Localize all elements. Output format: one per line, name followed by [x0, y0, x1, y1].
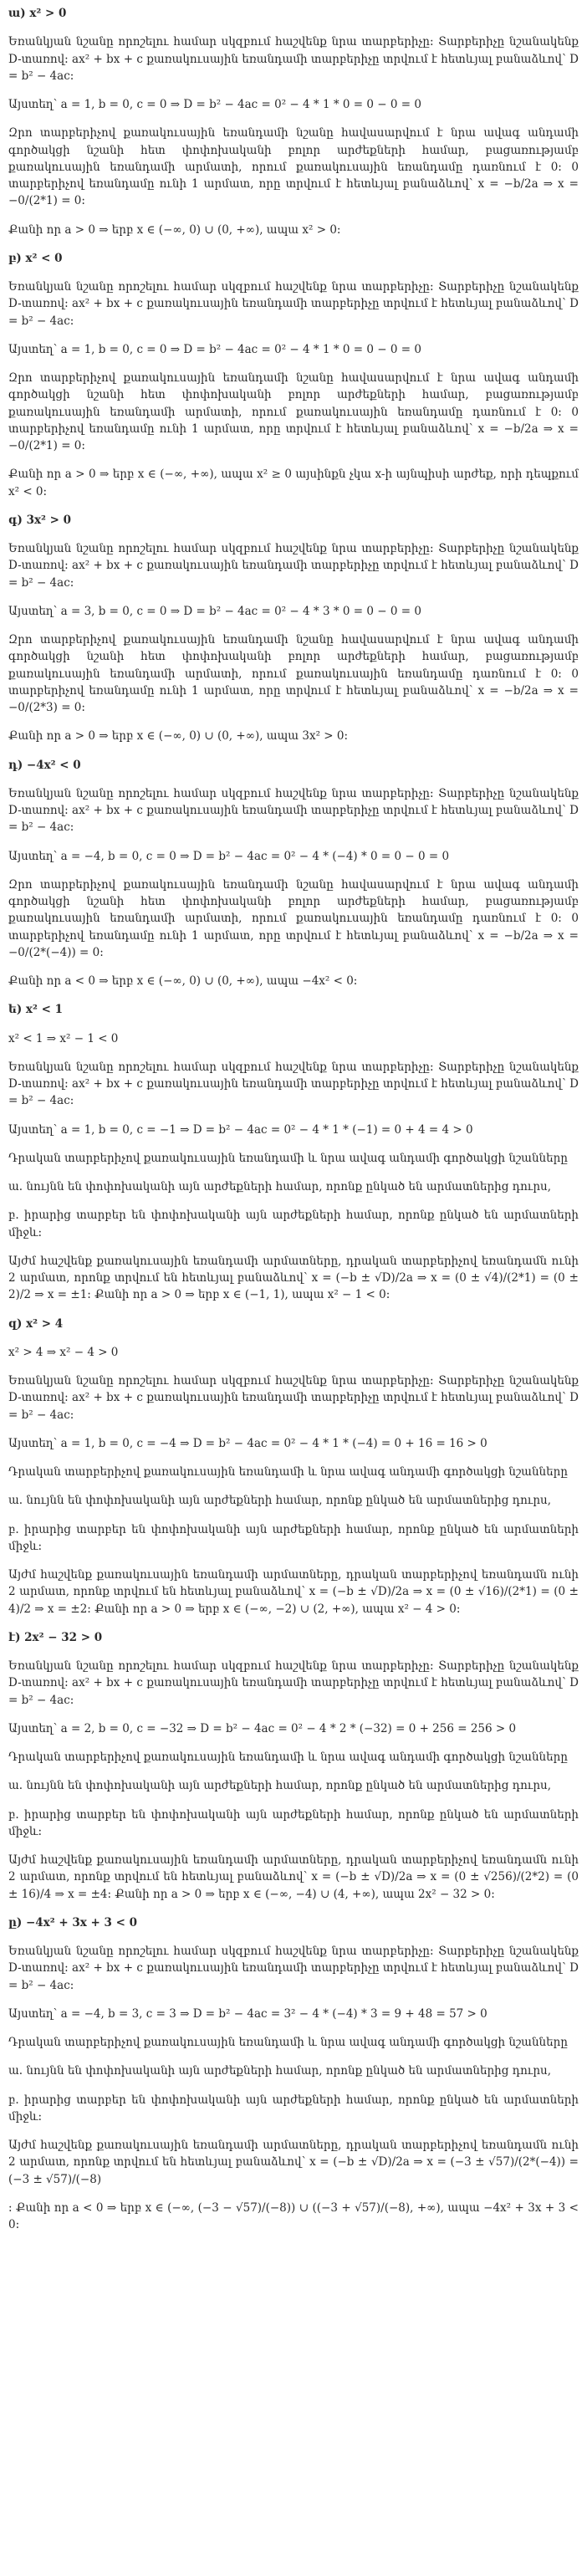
- paragraph: Եռանկյան նշանը որոշելու համար սկզբում հաշվենք նրա տարբերիչը: Տարբերիչը նշանակենք D-տառով: ax² + bx + c քառակուսային եռանդամի տարբերիչը տրվում է հետևյալ բանաձևով՝ D = b² − 4ac:: [8, 542, 579, 590]
- problem-heading: ը) −4x² + 3x + 3 < 0: [8, 1915, 138, 1929]
- paragraph: Զրո տարբերիչով քառակուսային եռանդամի նշանը հավասարվում է նրա ավագ անդամի գործակցի նշանի հետ փոփոխականի բոլոր արժեքների համար, բացառությամբ քառակուսային եռանդամի արմատի, որում քառակուսային եռանդամը դառնում է 0: 0 տարբերիչով եռանդամը ունի 1 արմատ, որը տրվում է հետևյալ բանաձևով՝ x = −b/2a ⇒ x = −0/(2*1) = 0:: [8, 126, 579, 208]
- paragraph: x² < 1 ⇒ x² − 1 < 0: [8, 1031, 119, 1045]
- problem-section: [8, 757, 579, 990]
- paragraph: Այստեղ՝ a = 1, b = 0, c = 0 ⇒ D = b² − 4ac = 0² − 4 * 1 * 0 = 0 − 0 = 0: [8, 98, 421, 111]
- paragraph: Այժմ հաշվենք քառակուսային եռանդամի արմատները, դրական տարբերիչով եռանդամն ունի 2 արմատ, որոնք տրվում են հետևյալ բանաձևով՝ x = (−b ± √D)/2a ⇒ x = (−3 ± √57)/(2*(−4)) = (−3 ± √57)/(−8): [8, 2139, 579, 2186]
- paragraph: Այստեղ՝ a = 1, b = 0, c = −4 ⇒ D = b² − 4ac = 0² − 4 * 1 * (−4) = 0 + 16 = 16 > 0: [8, 1436, 487, 1450]
- paragraph: Եռանկյան նշանը որոշելու համար սկզբում հաշվենք նրա տարբերիչը: Տարբերիչը նշանակենք D-տառով: ax² + bx + c քառակուսային եռանդամի տարբերիչը տրվում է հետևյալ բանաձևով՝ D = b² − 4ac:: [8, 35, 579, 83]
- paragraph: Քանի որ a > 0 ⇒ երբ x ∈ (−∞, 0) ∪ (0, +∞), ապա x² > 0:: [8, 222, 341, 237]
- problem-section: [8, 5, 579, 238]
- problem-heading: ա) x² > 0: [8, 7, 67, 20]
- paragraph: Զրո տարբերիչով քառակուսային եռանդամի նշանը հավասարվում է նրա ավագ անդամի գործակցի նշանի հետ փոփոխականի բոլոր արժեքների համար, բացառությամբ քառակուսային եռանդամի արմատի, որում քառակուսային եռանդամը դառնում է 0: 0 տարբերիչով եռանդամը ունի 1 արմատ, որը տրվում է հետևյալ բանաձևով՝ x = −b/2a ⇒ x = −0/(2*1) = 0:: [8, 371, 579, 452]
- paragraph: Այժմ հաշվենք քառակուսային եռանդամի արմատները, դրական տարբերիչով եռանդամն ունի 2 արմատ, որոնք տրվում են հետևյալ բանաձևով՝ x = (−b ± √D)/2a ⇒ x = (0 ± √16)/(2*1) = (0 ± 4)/2 ⇒ x = ±2: Քանի որ a > 0 ⇒ երբ x ∈ (−∞, −2) ∪ (2, +∞), ապա x² − 4 > 0:: [8, 1568, 579, 1616]
- paragraph: Զրո տարբերիչով քառակուսային եռանդամի նշանը հավասարվում է նրա ավագ անդամի գործակցի նշանի հետ փոփոխականի բոլոր արժեքների համար, բացառությամբ քառակուսային եռանդամի արմատի, որում քառակուսային եռանդամը դառնում է 0: 0 տարբերիչով եռանդամը ունի 1 արմատ, որը տրվում է հետևյալ բանաձևով՝ x = −b/2a ⇒ x = −0/(2*(−4)) = 0:: [8, 877, 579, 959]
- paragraph: ա. նույնն են փոփոխականի այն արժեքների համար, որոնք ընկած են արմատներից դուրս,: [8, 1180, 552, 1193]
- paragraph: : Քանի որ a < 0 ⇒ երբ x ∈ (−∞, (−3 − √57)/(−8)) ∪ ((−3 + √57)/(−8), +∞), ապա −4x² + 3x + 3 < 0:: [8, 2200, 579, 2231]
- paragraph: բ. իրարից տարբեր են փոփոխականի այն արժեքների համար, որոնք ընկած են արմատների միջև:: [8, 1522, 579, 1553]
- problem-heading: դ) −4x² < 0: [8, 758, 81, 772]
- paragraph: Եռանկյան նշանը որոշելու համար սկզբում հաշվենք նրա տարբերիչը: Տարբերիչը նշանակենք D-տառով: ax² + bx + c քառակուսային եռանդամի տարբերիչը տրվում է հետևյալ բանաձևով՝ D = b² − 4ac:: [8, 1945, 579, 1992]
- problem-section: [8, 512, 579, 745]
- paragraph: Այստեղ՝ a = −4, b = 0, c = 0 ⇒ D = b² − 4ac = 0² − 4 * (−4) * 0 = 0 − 0 = 0: [8, 849, 450, 863]
- problem-section: [8, 1001, 579, 1303]
- paragraph: Դրական տարբերիչով քառակուսային եռանդամի և նրա ավագ անդամի գործակցի նշանները: [8, 2036, 568, 2049]
- paragraph: բ. իրարից տարբեր են փոփոխականի այն արժեքների համար, որոնք ընկած են արմատների միջև:: [8, 2093, 579, 2124]
- paragraph: ա. նույնն են փոփոխականի այն արժեքների համար, որոնք ընկած են արմատներից դուրս,: [8, 1494, 552, 1508]
- paragraph: ա. նույնն են փոփոխականի այն արժեքների համար, որոնք ընկած են արմատներից դուրս,: [8, 2064, 552, 2078]
- paragraph: Քանի որ a > 0 ⇒ երբ x ∈ (−∞, 0) ∪ (0, +∞), ապա 3x² > 0:: [8, 729, 349, 744]
- paragraph: Դրական տարբերիչով քառակուսային եռանդամի և նրա ավագ անդամի գործակցի նշանները: [8, 1751, 568, 1764]
- paragraph: ա. նույնն են փոփոխականի այն արժեքների համար, որոնք ընկած են արմատներից դուրս,: [8, 1779, 552, 1793]
- problem-section: [8, 1316, 579, 1618]
- paragraph: Եռանկյան նշանը որոշելու համար սկզբում հաշվենք նրա տարբերիչը: Տարբերիչը նշանակենք D-տառով: ax² + bx + c քառակուսային եռանդամի տարբերիչը տրվում է հետևյալ բանաձևով՝ D = b² − 4ac:: [8, 280, 579, 328]
- paragraph: Դրական տարբերիչով քառակուսային եռանդամի և նրա ավագ անդամի գործակցի նշանները: [8, 1465, 568, 1479]
- paragraph: Այստեղ՝ a = 3, b = 0, c = 0 ⇒ D = b² − 4ac = 0² − 4 * 3 * 0 = 0 − 0 = 0: [8, 604, 421, 618]
- paragraph: Այժմ հաշվենք քառակուսային եռանդամի արմատները, դրական տարբերիչով եռանդամն ունի 2 արմատ, որոնք տրվում են հետևյալ բանաձևով՝ x = (−b ± √D)/2a ⇒ x = (0 ± √4)/(2*1) = (0 ± 2)/2 ⇒ x = ±1: Քանի որ a > 0 ⇒ երբ x ∈ (−1, 1), ապա x² − 1 < 0:: [8, 1254, 579, 1302]
- paragraph: բ. իրարից տարբեր են փոփոխականի այն արժեքների համար, որոնք ընկած են արմատների միջև:: [8, 1209, 579, 1239]
- paragraph: Այստեղ՝ a = 1, b = 0, c = −1 ⇒ D = b² − 4ac = 0² − 4 * 1 * (−1) = 0 + 4 = 4 > 0: [8, 1122, 473, 1137]
- paragraph: Եռանկյան նշանը որոշելու համար սկզբում հաշվենք նրա տարբերիչը: Տարբերիչը նշանակենք D-տառով: ax² + bx + c քառակուսային եռանդամի տարբերիչը տրվում է հետևյալ բանաձևով՝ D = b² − 4ac:: [8, 1374, 579, 1422]
- paragraph: Եռանկյան նշանը որոշելու համար սկզբում հաշվենք նրա տարբերիչը: Տարբերիչը նշանակենք D-տառով: ax² + bx + c քառակուսային եռանդամի տարբերիչը տրվում է հետևյալ բանաձևով՝ D = b² − 4ac:: [8, 786, 579, 835]
- paragraph: Այստեղ՝ a = 2, b = 0, c = −32 ⇒ D = b² − 4ac = 0² − 4 * 2 * (−32) = 0 + 256 = 256 > 0: [8, 1721, 517, 1735]
- problem-heading: գ) 3x² > 0: [8, 513, 72, 527]
- problem-heading: զ) x² > 4: [8, 1316, 64, 1331]
- paragraph: Այստեղ՝ a = −4, b = 3, c = 3 ⇒ D = b² − 4ac = 3² − 4 * (−4) * 3 = 9 + 48 = 57 > 0: [8, 2006, 487, 2021]
- problem-section: [8, 1629, 579, 1903]
- problem-section: [8, 1914, 579, 2234]
- paragraph: Զրո տարբերիչով քառակուսային եռանդամի նշանը հավասարվում է նրա ավագ անդամի գործակցի նշանի հետ փոփոխականի բոլոր արժեքների համար, բացառությամբ քառակուսային եռանդամի արմատի, որում քառակուսային եռանդամը դառնում է 0: 0 տարբերիչով եռանդամը ունի 1 արմատ, որը տրվում է հետևյալ բանաձևով՝ x = −b/2a ⇒ x = −0/(2*3) = 0:: [8, 633, 579, 714]
- paragraph: Եռանկյան նշանը որոշելու համար սկզբում հաշվենք նրա տարբերիչը: Տարբերիչը նշանակենք D-տառով: ax² + bx + c քառակուսային եռանդամի տարբերիչը տրվում է հետևյալ բանաձևով՝ D = b² − 4ac:: [8, 1659, 579, 1707]
- problem-heading: է) 2x² − 32 > 0: [8, 1630, 103, 1644]
- paragraph: x² > 4 ⇒ x² − 4 > 0: [8, 1345, 119, 1359]
- paragraph: Քանի որ a > 0 ⇒ երբ x ∈ (−∞, +∞), ապա x² ≥ 0 այսինքն չկա x-ի այնպիսի արժեք, որի դեպքում x² < 0:: [8, 468, 579, 498]
- paragraph: Քանի որ a < 0 ⇒ երբ x ∈ (−∞, 0) ∪ (0, +∞), ապա −4x² < 0:: [8, 974, 358, 988]
- paragraph: Եռանկյան նշանը որոշելու համար սկզբում հաշվենք նրա տարբերիչը: Տարբերիչը նշանակենք D-տառով: ax² + bx + c քառակուսային եռանդամի տարբերիչը տրվում է հետևյալ բանաձևով՝ D = b² − 4ac:: [8, 1060, 579, 1108]
- paragraph: Այժմ հաշվենք քառակուսային եռանդամի արմատները, դրական տարբերիչով եռանդամն ունի 2 արմատ, որոնք տրվում են հետևյալ բանաձևով՝ x = (−b ± √D)/2a ⇒ x = (0 ± √256)/(2*2) = (0 ± 16)/4 ⇒ x = ±4: Քանի որ a > 0 ⇒ երբ x ∈ (−∞, −4) ∪ (4, +∞), ապա 2x² − 32 > 0:: [8, 1853, 579, 1901]
- paragraph: Դրական տարբերիչով քառակուսային եռանդամի և նրա ավագ անդամի գործակցի նշանները: [8, 1151, 568, 1165]
- problem-section: [8, 250, 579, 500]
- problem-heading: ե) x² < 1: [8, 1003, 63, 1017]
- paragraph: Այստեղ՝ a = 1, b = 0, c = 0 ⇒ D = b² − 4ac = 0² − 4 * 1 * 0 = 0 − 0 = 0: [8, 342, 421, 356]
- problem-heading: բ) x² < 0: [8, 251, 63, 265]
- paragraph: բ. իրարից տարբեր են փոփոխականի այն արժեքների համար, որոնք ընկած են արմատների միջև:: [8, 1807, 579, 1838]
